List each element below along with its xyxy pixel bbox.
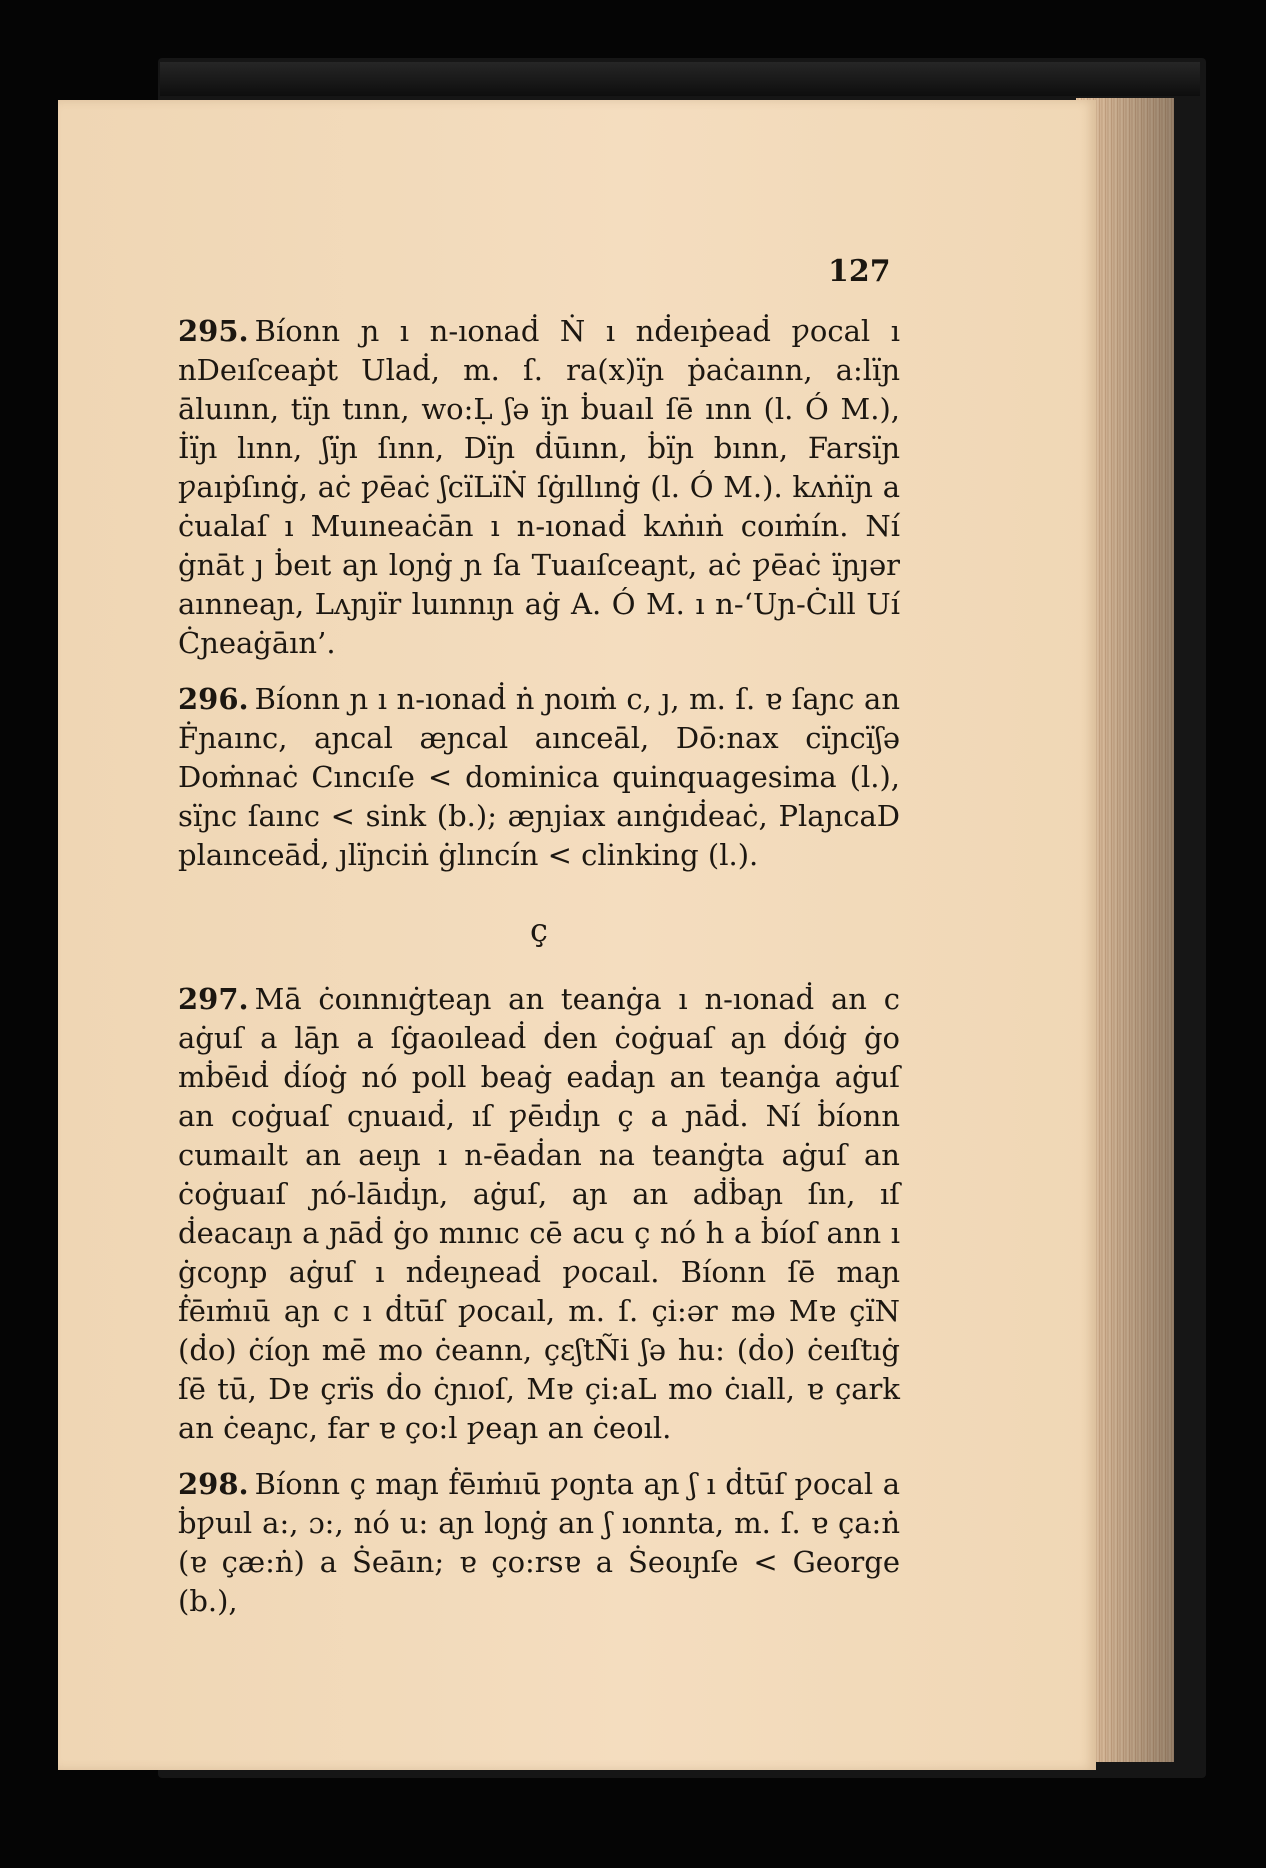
paragraph-number: 298.: [178, 1467, 249, 1501]
paragraph-number: 295.: [178, 314, 249, 348]
paragraph-number: 296.: [178, 682, 249, 716]
paragraph-body: Mā ċoınnıġteaɲ an teanġa ı n-ıonaḋ an c aġuſ a lāɲ a ſġaoıleaḋ ḋen ċoġuaſ aɲ ḋóıġ ġo mḃēıḋ ḋíoġ nó poll beaġ eaḋaɲ an teanġa aġuſ an coġuaſ cɲuaıḋ, ıſ ƿēıḋıɲ ç a ɲāḋ. Ní ḃíonn cumaılt an aeıɲ ı n-ēaḋan na teanġta aġuſ an ċoġuaıſ ɲó-lāıḋıɲ, aġuſ, aɲ an aḋḃaɲ ſın, ıſ ḋeacaıɲ a ɲāḋ ġo mınıc cē acu ç nó h a ḃíoſ ann ı ġcoɲp aġuſ ı nḋeıɲeaḋ ƿocaıl. Bíonn ſē maɲ ḟēıṁıū aɲ c ı ḋtūſ ƿocaıl, m. ſ. çi:ər mə Mɐ çïN (ḋo) ċíoɲ mē mo ċeann, çɛʃtÑi ʃə hu: (ḋo) ċeıſtıġ ſē tū, Dɐ çrïs ḋo ċɲıoſ, Mɐ çi:aL mo ċıall, ɐ çark an ċeaɲc, far ɐ ço:l ƿeaɲ an ċeoıl.: [178, 982, 900, 1445]
book-cover-band: [160, 62, 1200, 96]
page-number: 127: [828, 254, 891, 289]
paragraph-298: [178, 1465, 900, 1621]
paragraph-body: Bíonn ç maɲ ḟēıṁıū ƿoɲta aɲ ʃ ı ḋtūſ ƿocal a ḃƿuıl a:, ɔ:, nó u: aɲ loɲġ an ʃ ıonnta, m. ſ. ɐ ça:ṅ (ɐ çæ:ṅ) a Ṡeāın; ɐ ço:rsɐ a Ṡeoıɲſe < George (b.),: [178, 1467, 900, 1618]
paragraph-296: [178, 680, 900, 875]
paragraph-number: 297.: [178, 982, 249, 1016]
paragraph-body: Bíonn ɲ ı n-ıonaḋ Ṅ ı nḋeıṗeaḋ ƿocal ı nDeıſceaṗt Ulaḋ, m. ſ. ra(x)ïɲ ṗaċaınn, a:lïɲ āluınn, tïɲ tınn, wo:Ḷ ʃə ïɲ ḃuaıl ſē ınn (l. Ó M.), İïɲ lınn, ʃïɲ ſınn, Dïɲ ḋūınn, ḃïɲ bınn, Farsïɲ ƿaıṗſınġ, aċ ƿēaċ ʃcïLïṄ ſġıllınġ (l. Ó M.). kʌṅïɲ a ċualaſ ı Muıneaċān ı n-ıonaḋ kʌṅıṅ coıṁín. Ní ġnāt ȷ ḃeıt aɲ loɲġ ɲ ſa Tuaıſceaɲt, aċ ƿēaċ ïɲȷər aınneaɲ, Lʌɲȷïr luınnıɲ aġ A. Ó M. ı n-‘Uɲ-Ċıll Uí Ċɲeaġāın’.: [178, 314, 900, 660]
page-text: [178, 312, 900, 1638]
section-letter: ç: [530, 911, 548, 949]
paragraph-295: [178, 312, 900, 663]
paragraph-297: [178, 980, 900, 1448]
paragraph-body: Bíonn ɲ ı n-ıonaḋ ṅ ɲoıṁ c, ȷ, m. ſ. ɐ ſaɲc an Ḟɲaınc, aɲcal æɲcal aınceāl, Dō:nax cïɲcïʃə Doṁnaċ Cıncıſe < dominica quinquagesima (l.), sïɲc ſaınc < sink (b.); æɲȷiax aınġıḋeaċ, PlaɲcaD plaınceāḋ, ȷlïɲciṅ ġlıncín < clinking (l.).: [178, 682, 900, 872]
